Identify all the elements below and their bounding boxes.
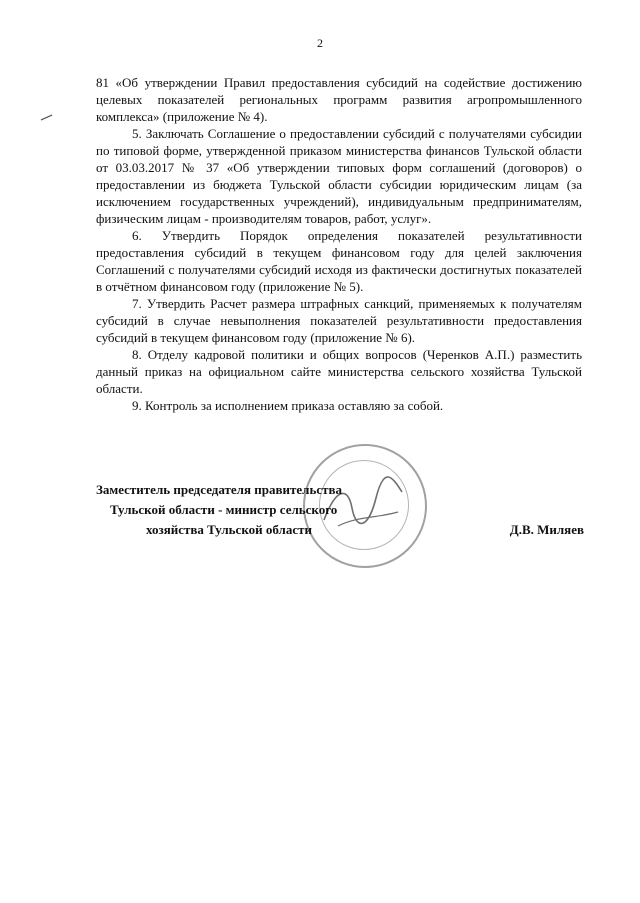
paragraph-item-5: 5. Заключать Соглашение о предоставлении субсидий с получателями субсидии по типовой форме, утвержденной приказом министерства финансов Тульской области от 03.03.2017 № 37 «Об утверждении типовых форм соглашений (договоров) о предоставлении из бюджета Тульской области субсидии юридическим лицам (за исключением государственных учреждений), индивидуальным предпринимателям, физическим лицам - производителям товаров, работ, услуг». [96, 126, 582, 226]
document-body [96, 74, 582, 414]
page-number: 2 [317, 36, 323, 50]
paragraph-item-8: 8. Отделу кадровой политики и общих вопросов (Черенков А.П.) разместить данный приказ на официальном сайте министерства сельского хозяйства Тульской области. [96, 347, 582, 396]
paragraph-item-6: 6. Утвердить Порядок определения показателей результативности предоставления субсидий в текущем финансовом году для целей заключения Соглашений с получателями субсидий исходя из фактически достигнутых показателей в отчётном финансовом году (приложение № 5). [96, 228, 582, 294]
paragraph-continuation: 81 «Об утверждении Правил предоставления субсидий на содействие достижению целевых показателей региональных программ развития агропромышленного комплекса» (приложение № 4). [96, 75, 582, 124]
paragraph-item-7: 7. Утвердить Расчет размера штрафных санкций, применяемых к получателям субсидий в случае невыполнения показателей результативности предоставления субсидий в текущем финансовом году (приложение № 6). [96, 296, 582, 345]
signatory-title-line-1: Заместитель председателя правительства [96, 482, 342, 497]
signature-block [96, 480, 586, 540]
paragraph-item-9: 9. Контроль за исполнением приказа оставляю за собой. [132, 398, 444, 413]
signatory-title-line-3: хозяйства Тульской области [146, 522, 312, 537]
signatory-title-line-2: Тульской области - министр сельского [110, 502, 338, 517]
scan-mark [40, 112, 54, 122]
signatory-name: Д.В. Миляев [509, 522, 584, 537]
